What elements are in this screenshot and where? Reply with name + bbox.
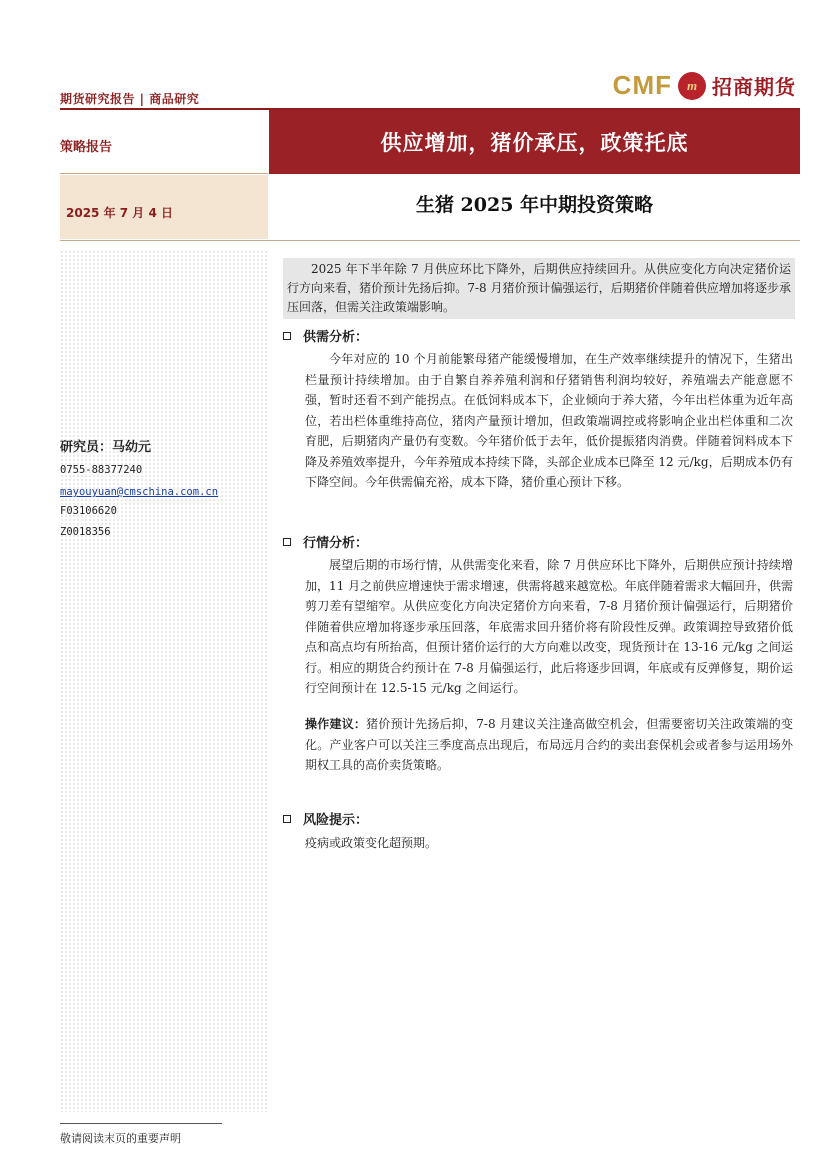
logo-chinese: 招商期货 — [712, 75, 796, 99]
analyst-cert-futures: F03106620 — [60, 505, 117, 517]
report-category: 期货研究报告 | 商品研究 — [60, 92, 200, 106]
advice-text: 猪价预计先扬后抑，7-8 月建议关注逢高做空机会，但需要密切关注政策端的变化。产业客户可以关注三季度高点出现后，布局远月合约的卖出套保机会或者参与运用场外期权工具的高价卖货策略。 — [305, 717, 793, 772]
report-title: 供应增加，猪价承压，政策托底 — [380, 130, 689, 155]
analyst-email-link[interactable]: mayouyuan@cmschina.com.cn — [60, 486, 219, 498]
report-date: 2025 年 7 月 4 日 — [66, 206, 173, 220]
company-logo — [613, 70, 796, 101]
footer-disclaimer: 敬请阅读末页的重要声明 — [60, 1132, 181, 1145]
section-heading-text: 供需分析： — [303, 330, 369, 345]
trading-advice-paragraph — [305, 714, 793, 776]
logo-badge-icon: m — [678, 72, 706, 100]
analyst-cert-investment: Z0018356 — [60, 526, 111, 538]
analyst-name: 研究员：马幼元 — [60, 440, 152, 455]
section-heading-text: 行情分析： — [303, 536, 369, 551]
section-heading-market — [283, 532, 368, 551]
logo-latin: CMF — [612, 70, 672, 100]
section-heading-risk — [283, 809, 368, 828]
checkbox-square-icon — [283, 332, 291, 340]
analyst-phone: 0755-88377240 — [60, 464, 143, 476]
advice-label: 操作建议： — [305, 717, 367, 731]
divider — [60, 173, 268, 174]
report-type: 策略报告 — [60, 140, 113, 155]
divider — [60, 240, 800, 241]
supply-analysis-paragraph: 今年对应的 10 个月前能繁母猪产能缓慢增加，在生产效率继续提升的情况下，生猪出栏量预计持续增加。由于自繁自养养殖利润和仔猪销售利润均较好，养殖端去产能意愿不强，暂时还看不到产能拐点。在低饲料成本下，企业倾向于养大猪，今年出栏体重为近年高位，若出栏体重维持高位，猪肉产量预计增加，但政策端调控或将影响企业出栏体重和二次育肥，后期猪肉产量仍有变数。今年猪价低于去年，低价提振猪肉消费。伴随着饲料成本下降及养殖效率提升，今年养殖成本持续下降，头部企业成本已降至 12 元/kg，后期成本仍有下降空间。今年供需偏充裕，成本下降，猪价重心预计下移。 — [305, 352, 793, 489]
section-heading-supply — [283, 326, 368, 345]
report-subtitle: 生猪 2025 年中期投资策略 — [415, 194, 654, 216]
sidebar-panel — [60, 250, 268, 1112]
summary-block: 2025 年下半年除 7 月供应环比下降外，后期供应持续回升。从供应变化方向决定猪价运行方向来看，猪价预计先扬后抑。7-8 月猪价预计偏强运行，后期猪价伴随着供应增加将逐步承压回落，但需关注政策端影响。 — [283, 258, 795, 319]
checkbox-square-icon — [283, 538, 291, 546]
checkbox-square-icon — [283, 815, 291, 823]
risk-paragraph: 疫病或政策变化超预期。 — [305, 836, 438, 850]
section-heading-text: 风险提示： — [303, 813, 369, 828]
footer-rule — [60, 1123, 222, 1124]
market-analysis-paragraph: 展望后期的市场行情，从供需变化来看，除 7 月供应环比下降外，后期供应预计持续增加，11 月之前供应增速快于需求增速，供需将越来越宽松。年底伴随着需求大幅回升，供需剪刀差有望缩窄。从供应变化方向决定猪价方向来看，7-8 月猪价预计偏强运行，后期猪价伴随着供应增加将逐步承压回落，年底需求回升猪价将有阶段性反弹。政策调控导致猪价低点和高点均有所抬高，但预计猪价运行的大方向难以改变，现货预计在 13-16 元/kg 之间运行。相应的期货合约预计在 7-8 月偏强运行，此后将逐步回调，年底或有反弹修复，期价运行空间预计在 12.5-15 元/kg 之间运行。 — [305, 558, 793, 695]
